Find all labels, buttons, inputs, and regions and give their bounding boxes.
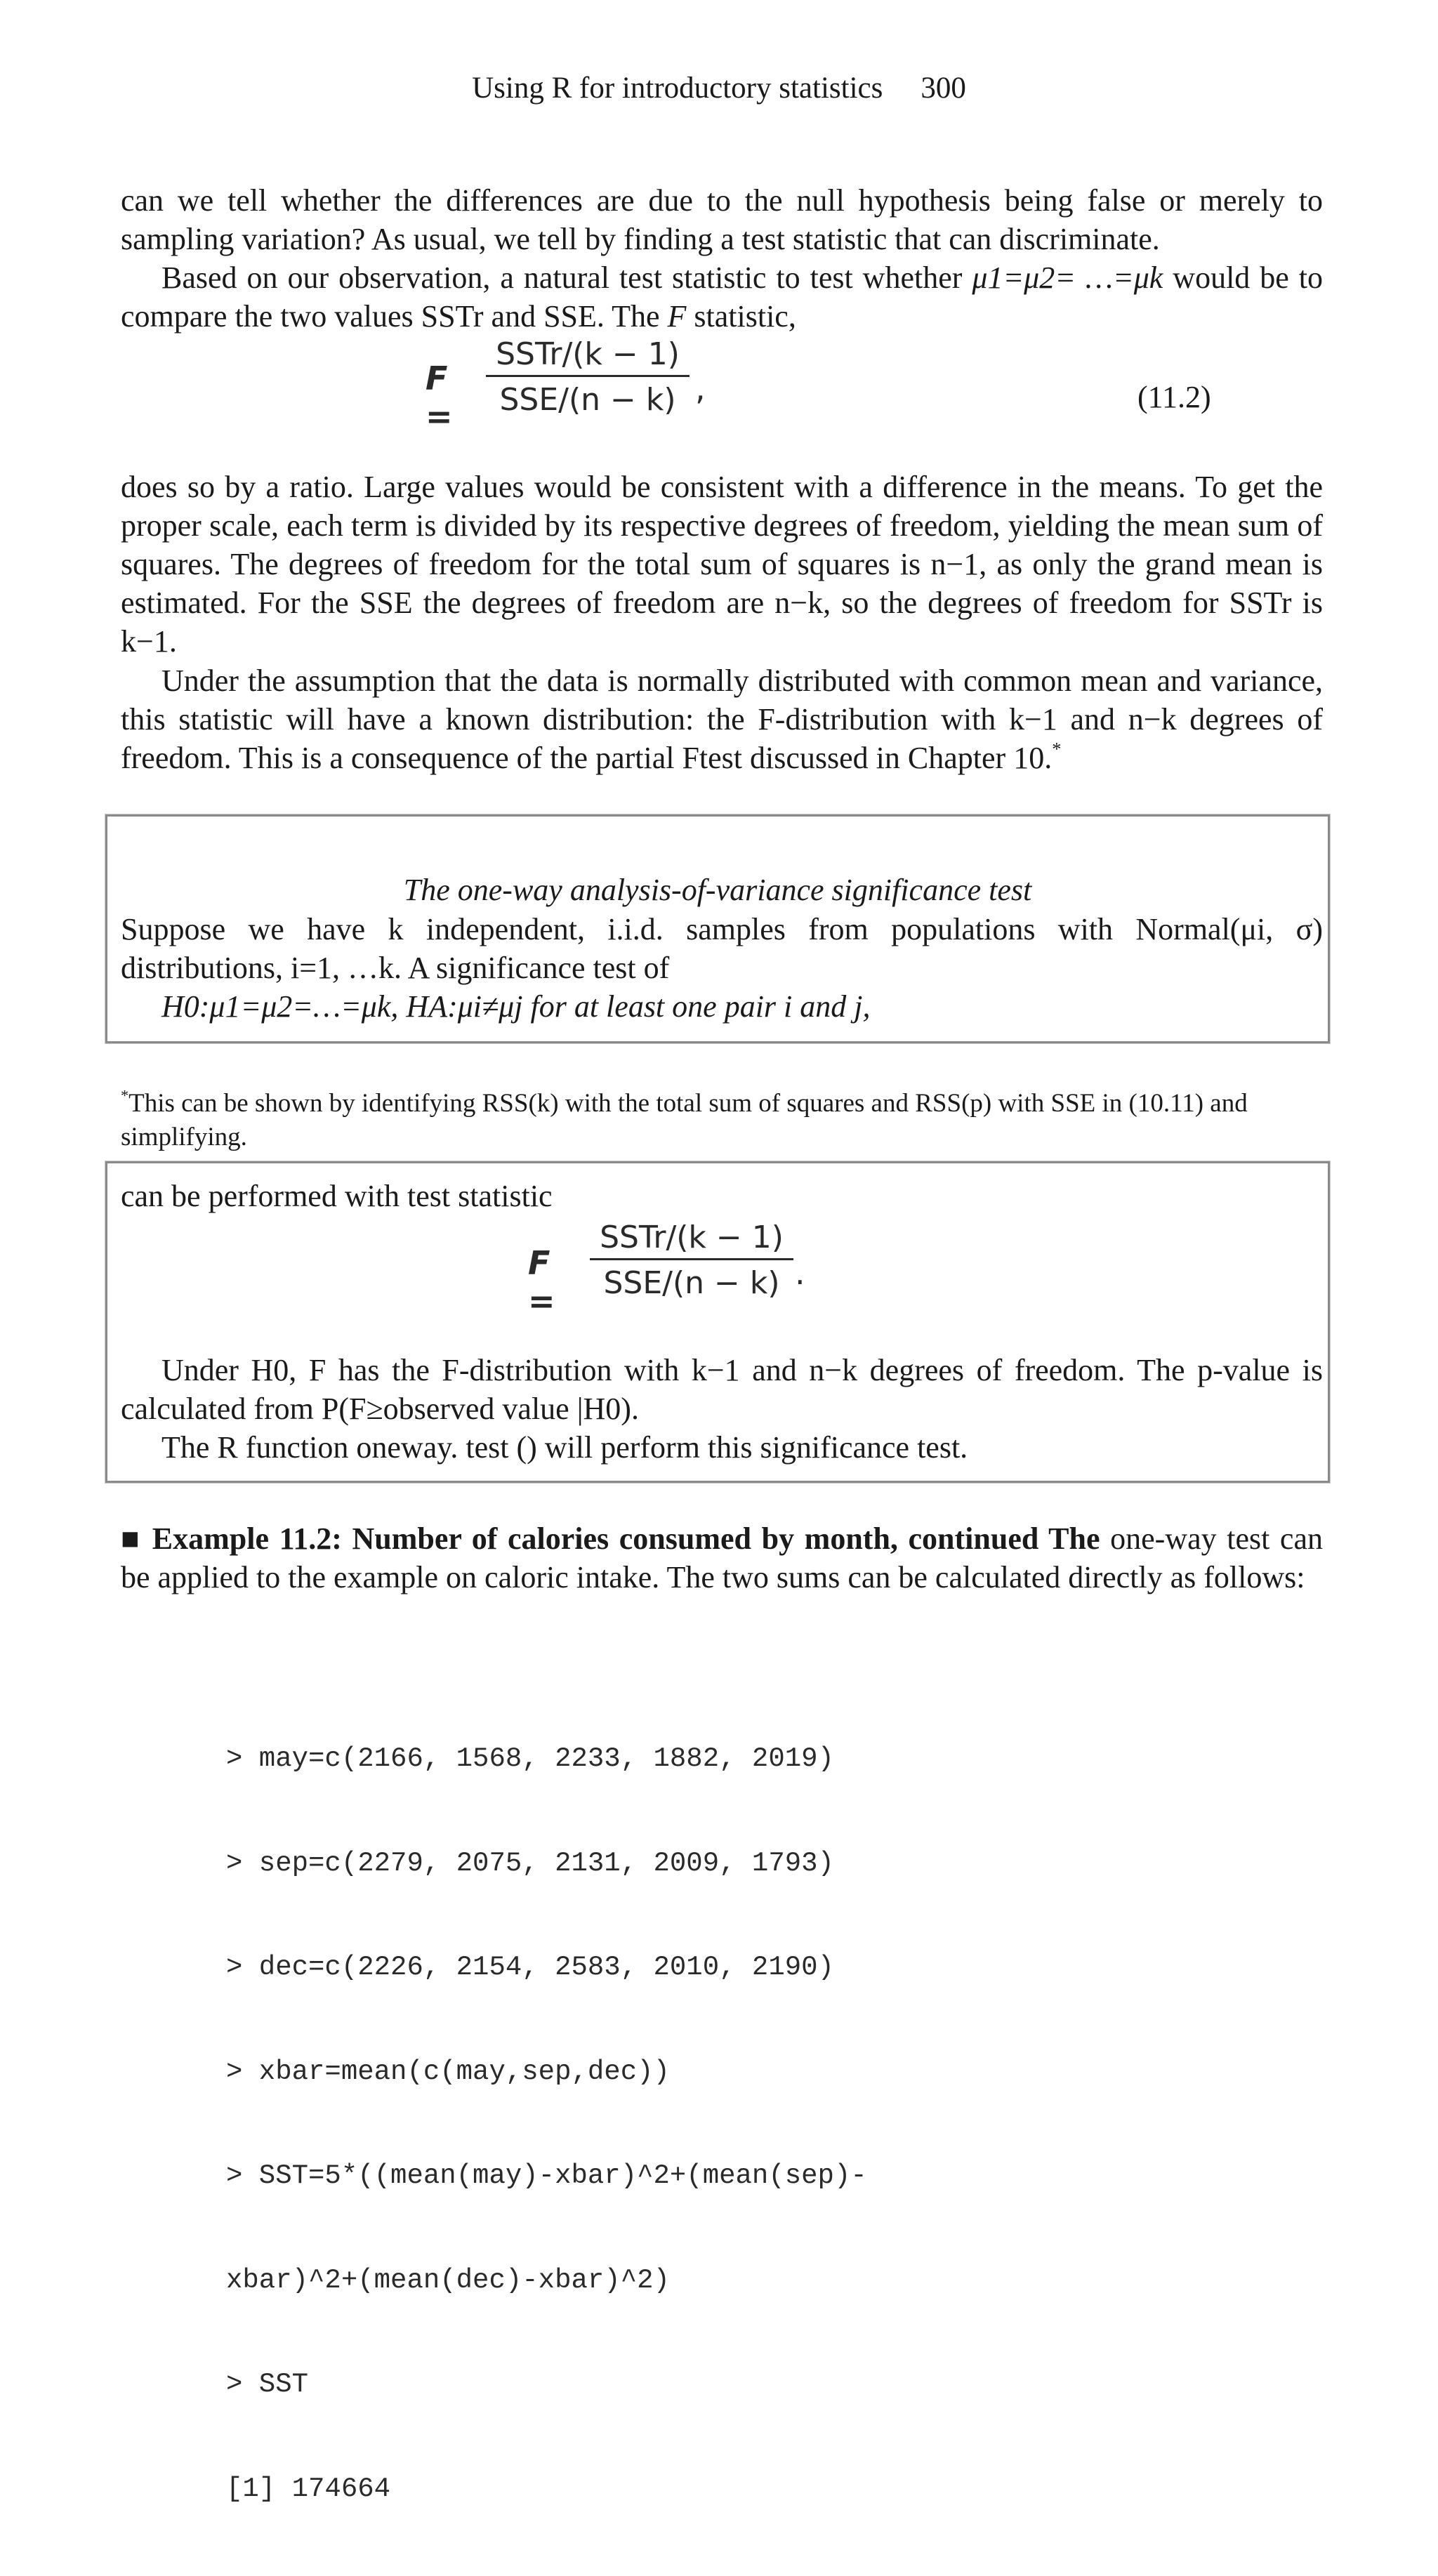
running-head <box>0 69 1438 108</box>
paragraph-1: can we tell whether the differences are due to the null hypothesis being false or merely to sampling variation? As usual, we tell by finding a test statistic that can discriminate. <box>121 183 1323 256</box>
box-fraction-bar <box>590 1258 793 1260</box>
box-2-text-2: The R function oneway. test () will perform this significance test. <box>161 1430 968 1465</box>
box-title: The one-way analysis-of-variance significance test <box>403 873 1032 907</box>
code-line: [1] 174664 <box>226 2473 391 2504</box>
formula-trail: , <box>695 369 706 407</box>
box-formula-trail: . <box>795 1254 805 1292</box>
code-line: > sep=c(2279, 2075, 2131, 2009, 1793) <box>226 1847 834 1879</box>
code-line: > SST <box>226 2369 309 2400</box>
code-line: xbar)^2+(mean(dec)-xbar)^2) <box>226 2264 670 2296</box>
formula-lhs: F = <box>426 359 453 435</box>
box-formula-fraction <box>590 1219 793 1302</box>
paragraph-3: does so by a ratio. Large values would be consistent with a difference in the means. To get the proper scale, each term is divided by its respective degrees of freedom, yielding the mean sum of squares. The degrees of freedom for the total sum of squares is n−1, as only the grand mean is estimated. For the SSE the degrees of freedom are n−k, so the degrees of freedom for SSTr is k−1. <box>121 470 1323 659</box>
example-bullet: ■ <box>121 1521 143 1556</box>
paragraph-2: Based on our observation, a natural test statistic to test whether μ1=μ2= …=μk would be to compare the two values SSTr and SSE. The F statistic, <box>121 260 1323 333</box>
box-1-text: Suppose we have k independent, i.i.d. samples from populations with Normal(μi, σ) distributions, i=1, …k. A significance test of <box>121 912 1323 985</box>
r-code-block <box>226 1672 867 2576</box>
example-text: one-way test can be applied to the example on caloric intake. The two sums can be calculated directly as follows: <box>121 1521 1323 1594</box>
fraction-bar <box>486 375 690 377</box>
formula-fraction <box>486 336 690 419</box>
box-formula-lhs: F = <box>528 1244 555 1320</box>
example-paragraph <box>121 1519 1323 1597</box>
footnote-mark: * <box>1052 738 1062 760</box>
formula-numerator: SSTr/(k − 1) <box>496 336 680 372</box>
box-formula-denominator: SSE/(n − k) <box>603 1265 780 1301</box>
running-head-title: Using R for introductory statistics <box>472 72 883 105</box>
code-line: > xbar=mean(c(may,sep,dec)) <box>226 2056 670 2087</box>
code-line: > dec=c(2226, 2154, 2583, 2010, 2190) <box>226 1952 834 1983</box>
paragraph-4: Under the assumption that the data is normally distributed with common mean and variance, this statistic will have a known distribution: the F-distribution with k−1 and n−k degrees of freedom. This is a consequence of the partial Ftest discussed in Chapter 10.* <box>121 663 1323 775</box>
box-1-hypotheses: H0:μ1=μ2=…=μk, HA:μi≠μj for at least one pair i and j, <box>161 989 871 1024</box>
code-line: > SST=5*((mean(may)-xbar)^2+(mean(sep)- <box>226 2160 867 2191</box>
page-number: 300 <box>921 72 966 105</box>
code-line: > may=c(2166, 1568, 2233, 1882, 2019) <box>226 1743 834 1774</box>
box-formula-numerator: SSTr/(k − 1) <box>600 1220 784 1255</box>
box-2-text-1: Under H0, F has the F-distribution with k−1 and n−k degrees of freedom. The p-value is calculated from P(F≥observed value |H0). <box>121 1353 1323 1426</box>
hypothesis-inline: μ1=μ2= …=μk <box>972 260 1163 295</box>
equation-number: (11.2) <box>1137 380 1211 414</box>
example-heading: Example 11.2: Number of calories consumed by month, continued The <box>152 1521 1100 1556</box>
footnote: *This can be shown by identifying RSS(k) with the total sum of squares and RSS(p) with SSE in (10.11) and simplifying. <box>121 1086 1248 1151</box>
formula-denominator: SSE/(n − k) <box>499 382 676 418</box>
box-2-intro: can be performed with test statistic <box>121 1179 553 1213</box>
